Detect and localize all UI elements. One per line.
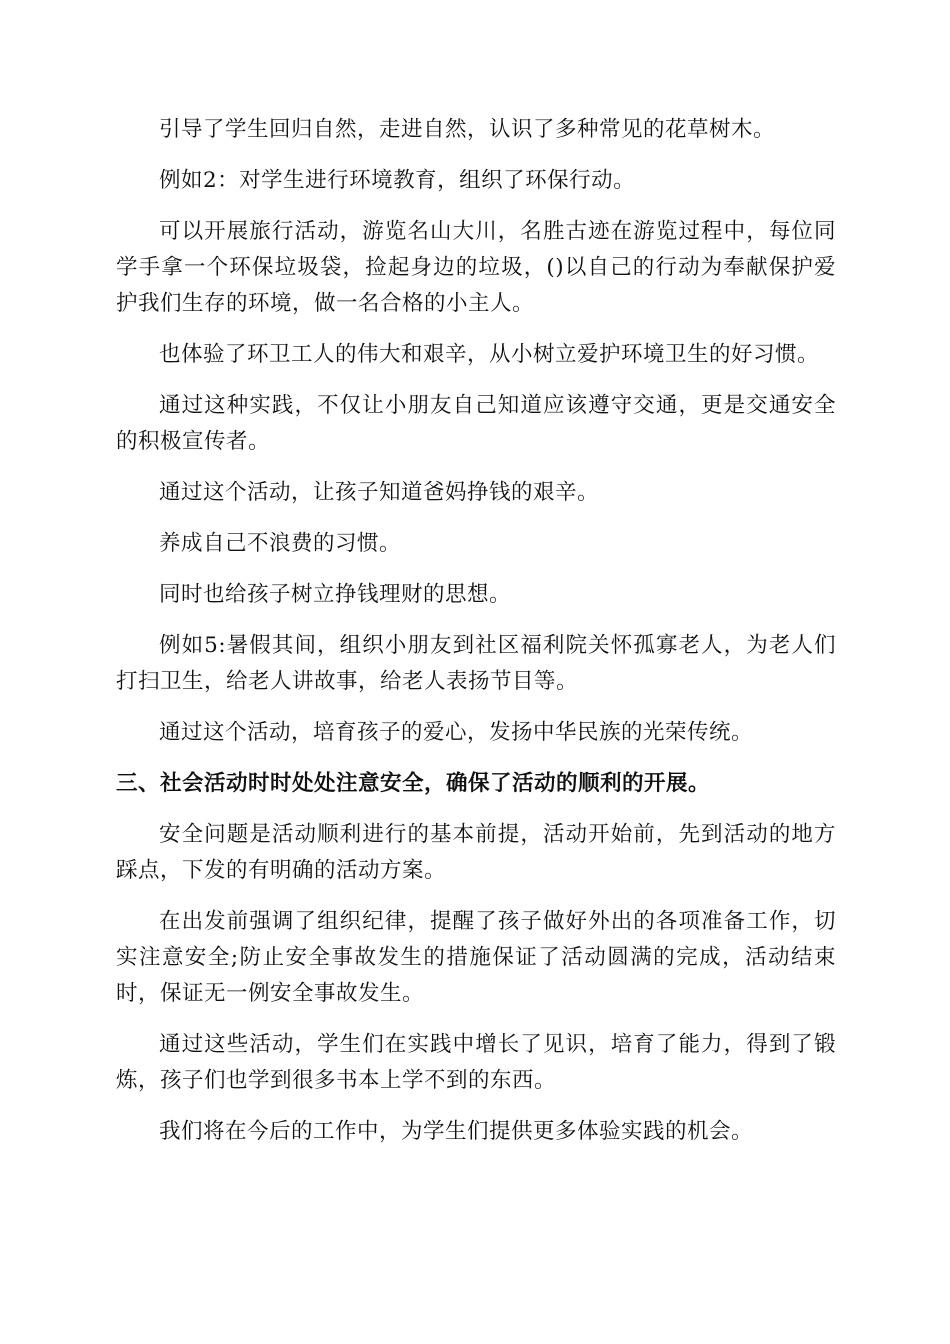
paragraph: 通过这种实践，不仅让小朋友自己知道应该遵守交通，更是交通安全的积极宣传者。 bbox=[116, 393, 836, 454]
paragraph: 例如2：对学生进行环境教育，组织了环保行动。 bbox=[159, 168, 636, 193]
paragraph: 也体验了环卫工人的伟大和艰辛，从小树立爱护环境卫生的好习惯。 bbox=[159, 342, 820, 367]
paragraph: 同时也给孩子树立挣钱理财的思想。 bbox=[159, 582, 512, 607]
section-heading: 三、社会活动时时处处注意安全，确保了活动的顺利的开展。 bbox=[116, 771, 711, 796]
paragraph: 可以开展旅行活动，游览名山大川，名胜古迹在游览过程中，每位同学手拿一个环保垃圾袋，捡起身边的垃圾，()以自己的行动为奉献保护爱护我们生存的环境，做一名合格的小主人。 bbox=[116, 219, 836, 316]
paragraph: 通过这些活动，学生们在实践中增长了见识，培育了能力，得到了锻炼，孩子们也学到很多书本上学不到的东西。 bbox=[116, 1032, 836, 1093]
paragraph: 养成自己不浪费的习惯。 bbox=[159, 531, 402, 556]
paragraph: 例如5:暑假其间，组织小朋友到社区福利院关怀孤寡老人，为老人们打扫卫生，给老人讲故事，给老人表扬节目等。 bbox=[116, 633, 836, 694]
paragraph: 我们将在今后的工作中，为学生们提供更多体验实践的机会。 bbox=[159, 1119, 754, 1144]
paragraph: 通过这个活动，让孩子知道爸妈挣钱的艰辛。 bbox=[159, 480, 600, 505]
paragraph: 安全问题是活动顺利进行的基本前提，活动开始前，先到活动的地方踩点，下发的有明确的活动方案。 bbox=[116, 822, 836, 883]
paragraph: 通过这个活动，培育孩子的爱心，发扬中华民族的光荣传统。 bbox=[159, 720, 754, 745]
paragraph: 在出发前强调了组织纪律，提醒了孩子做好外出的各项准备工作，切实注意安全;防止安全事故发生的措施保证了活动圆满的完成，活动结束时，保证无一例安全事故发生。 bbox=[116, 909, 836, 1006]
paragraph: 引导了学生回归自然，走进自然，认识了多种常见的花草树木。 bbox=[159, 117, 776, 142]
document-body bbox=[116, 112, 836, 1165]
